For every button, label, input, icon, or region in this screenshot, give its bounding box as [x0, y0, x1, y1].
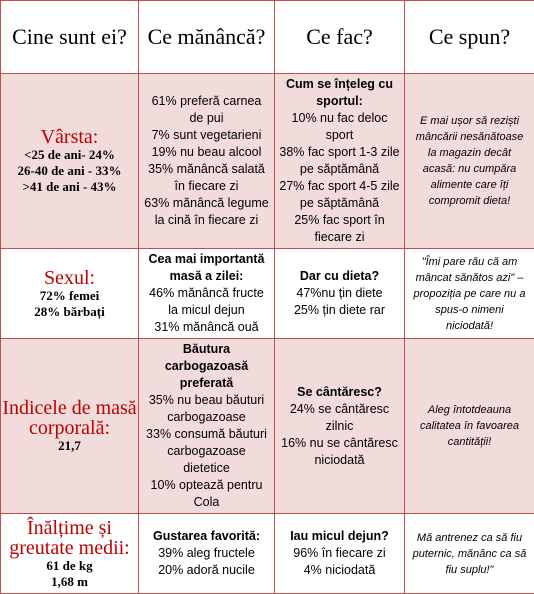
do-heading: Cum se înțeleg cu sportul: — [279, 76, 400, 110]
category-line: 21,7 — [1, 438, 138, 454]
eat-line: 7% sunt vegetarieni — [143, 127, 270, 144]
do-line: 4% niciodată — [279, 562, 400, 579]
do-heading: Iau micul dejun? — [279, 528, 400, 545]
eat-line: 20% adoră nucile — [143, 562, 270, 579]
category-title: Indicele de masă corporală: — [1, 398, 138, 438]
category-line: 1,68 m — [1, 574, 138, 590]
header-row — [1, 1, 534, 74]
do-heading: Dar cu dieta? — [279, 268, 400, 285]
category-title: Vârsta: — [1, 127, 138, 147]
eat-heading: Cea mai importantă masă a zilei: — [143, 251, 270, 285]
eat-cell — [139, 249, 275, 339]
category-line: 28% bărbați — [1, 304, 138, 320]
do-line: 25% țin diete rar — [279, 302, 400, 319]
say-quote: Aleg întotdeauna calitatea în favoarea cantității! — [405, 400, 534, 452]
eat-line: 35% mănâncă salată în fiecare zi — [143, 161, 270, 195]
category-line: <25 de ani- 24% — [1, 147, 138, 163]
do-heading: Se cântăresc? — [279, 384, 400, 401]
do-line: 16% nu se cântăresc niciodată — [279, 435, 400, 469]
eat-heading: Gustarea favorită: — [143, 528, 270, 545]
eat-cell — [139, 339, 275, 514]
category-title: Sexul: — [1, 268, 138, 288]
category-cell — [1, 514, 139, 594]
do-cell — [275, 339, 405, 514]
do-line: 96% în fiecare zi — [279, 545, 400, 562]
header-who: Cine sunt ei? — [1, 1, 139, 74]
say-quote: Mă antrenez ca să fiu puternic, mănânc ca să fiu suplu!" — [405, 528, 534, 580]
category-line: 72% femei — [1, 288, 138, 304]
eat-line: 35% nu beau băuturi carbogazoase — [143, 392, 270, 426]
do-line: 10% nu fac deloc sport — [279, 110, 400, 144]
row-sex — [1, 249, 534, 339]
eat-cell — [139, 514, 275, 594]
category-title: Înălțime și greutate medii: — [1, 518, 138, 558]
eat-line: 33% consumă băuturi carbogazoase dietetice — [143, 426, 270, 477]
eat-line: 19% nu beau alcool — [143, 144, 270, 161]
header-say: Ce spun? — [405, 1, 534, 74]
do-line: 25% fac sport în fiecare zi — [279, 212, 400, 246]
category-line: 26-40 de ani - 33% — [1, 163, 138, 179]
say-cell — [405, 249, 534, 339]
row-height-weight — [1, 514, 534, 594]
say-quote: E mai ușor să reziști mâncării nesănătoase la magazin decât acasă: nu cumpăra alimente care îți compromit dieta! — [405, 111, 534, 211]
eat-line: 10% optează pentru Cola — [143, 477, 270, 511]
category-line: >41 de ani - 43% — [1, 179, 138, 195]
do-line: 47%nu țin diete — [279, 285, 400, 302]
eat-heading: Băutura carbogazoasă preferată — [143, 341, 270, 392]
header-eat: Ce mănâncă? — [139, 1, 275, 74]
do-line: 24% se cântăresc zilnic — [279, 401, 400, 435]
eat-cell — [139, 74, 275, 249]
say-cell — [405, 339, 534, 514]
header-do: Ce fac? — [275, 1, 405, 74]
category-line: 61 de kg — [1, 558, 138, 574]
say-cell — [405, 74, 534, 249]
do-line: 38% fac sport 1-3 zile pe săptămână — [279, 144, 400, 178]
eat-line: 39% aleg fructele — [143, 545, 270, 562]
category-cell — [1, 249, 139, 339]
eat-line: 31% mănâncă ouă — [143, 319, 270, 336]
category-cell — [1, 339, 139, 514]
category-cell — [1, 74, 139, 249]
eat-line: 63% mănâncă legume la cină în fiecare zi — [143, 195, 270, 229]
do-line: 27% fac sport 4-5 zile pe săptămână — [279, 178, 400, 212]
eat-line: 46% mănâncă fructe la micul dejun — [143, 285, 270, 319]
eat-line: 61% preferă carnea de pui — [143, 93, 270, 127]
do-cell — [275, 514, 405, 594]
say-quote: "Îmi pare rău că am mâncat sănătos azi" – propoziția pe care nu a spus-o nimeni niciodată! — [405, 252, 534, 336]
row-bmi — [1, 339, 534, 514]
say-cell — [405, 514, 534, 594]
do-cell — [275, 249, 405, 339]
do-cell — [275, 74, 405, 249]
row-age — [1, 74, 534, 249]
